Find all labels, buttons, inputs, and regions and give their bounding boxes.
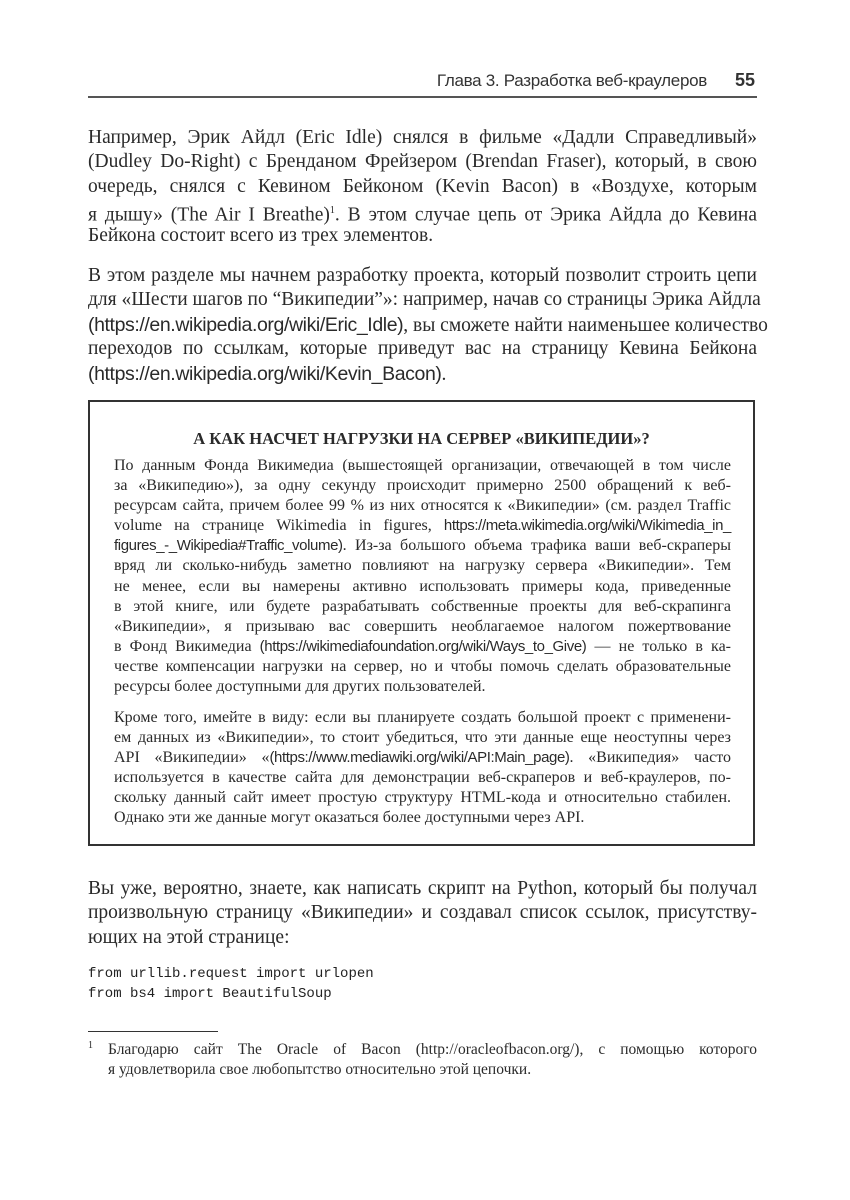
text-segment: — не только в ка- [586, 637, 731, 655]
paragraph [88, 877, 757, 950]
url-link: (https://www.mediawiki.org/wiki/API:Main_page) [269, 749, 570, 767]
text-segment: не менее, если вы намерены активно использовать примеры кода, приведенные [114, 577, 731, 595]
sidebar-title: А КАК НАСЧЕТ НАГРУЗКИ НА СЕРВЕР «ВИКИПЕДИИ»? [193, 429, 650, 448]
text-line [114, 516, 731, 536]
text-segment: в этой книге, или будете разрабатывать собственные проекты для веб-скрапинга [114, 597, 731, 615]
text-segment: переходов по ссылкам, которые приведут вас на страницу Кевина Бейкона [88, 338, 757, 360]
text-line [88, 224, 757, 248]
text-line [88, 926, 757, 950]
footnote [108, 1040, 757, 1080]
chapter-title: Глава 3. Разработка веб-краулеров [436, 71, 707, 90]
running-header [88, 68, 757, 98]
text-segment: Бейкона состоит всего из трех элементов. [88, 224, 434, 246]
text-line [114, 496, 731, 516]
text-line [114, 788, 731, 808]
code-line: from urllib.request import urlopen [88, 966, 374, 982]
text-line [114, 708, 731, 728]
code-line: from bs4 import BeautifulSoup [88, 986, 332, 1002]
text-segment: Вы уже, вероятно, знаете, как написать скрипт на Python, который бы получал [88, 878, 757, 899]
text-segment: ющих на этой странице: [88, 926, 290, 948]
text-segment: за «Википедию»), за одну секунду происходит примерно 2500 обращений к веб- [114, 477, 731, 495]
text-line [88, 126, 757, 150]
text-line [88, 362, 757, 386]
paragraph [88, 264, 768, 386]
text-segment: Благодарю сайт The Oracle of Bacon (http://oracleofbacon.org/), с помощью которого [108, 1041, 757, 1058]
text-segment: произвольную страницу «Википедии» и создавал список ссылок, присутству- [88, 902, 757, 924]
text-segment: volume на странице Wikimedia in figures, [114, 517, 444, 535]
url-link: (https://en.wikipedia.org/wiki/Eric_Idle) [88, 313, 404, 336]
text-segment: . [441, 363, 447, 385]
sidebar-paragraph [114, 708, 731, 829]
text-segment: скольку данный сайт имеет простую структуру HTML-кода и относительно стабилен. [114, 789, 731, 807]
text-line [88, 313, 768, 337]
text-line [108, 1060, 757, 1080]
text-segment: в Фонд Викимедиа [114, 637, 260, 655]
url-link: (https://wikimediafoundation.org/wiki/Ways_to_Give) [259, 637, 587, 655]
text-segment: Кроме того, имейте в виду: если вы планируете создать большой проект с применени- [114, 709, 731, 726]
footnote-divider [88, 1031, 218, 1032]
text-line [88, 288, 761, 312]
text-line [88, 877, 757, 901]
text-segment: . «Википедия» часто [569, 749, 731, 767]
url-link: https://meta.wikimedia.org/wiki/Wikimedia_in_ [443, 517, 731, 535]
text-segment: API «Википедии» « [114, 749, 270, 767]
text-line [114, 476, 731, 496]
text-segment: Однако эти же данные могут оказаться более доступными через API. [114, 809, 585, 827]
url-link: (https://en.wikipedia.org/wiki/Kevin_Bacon) [88, 362, 442, 385]
text-segment: используется в качестве сайта для демонстрации веб-скраперов и веб-краулеров, по- [114, 769, 731, 787]
page-number: 55 [734, 70, 755, 90]
text-segment: По данным Фонда Викимедиа (вышестоящей организации, отвечающей в том числе [114, 457, 731, 474]
text-segment: . В этом случае цепь от Эрика Айдла до Кевина [334, 204, 757, 226]
text-line [114, 808, 731, 828]
text-segment: (Dudley Do-Right) с Бренданом Фрейзером (Brendan Fraser), который, в свою [88, 151, 757, 173]
text-line [114, 617, 731, 637]
text-line [114, 637, 731, 657]
text-segment: я удовлетворила свое любопытство относительно этой цепочки. [108, 1061, 532, 1078]
text-segment: очередь, снялся с Кевином Бейконом (Kevin Bacon) в «Воздухе, которым [88, 175, 757, 197]
text-segment: . Из-за большого объема трафика ваши веб-скраперы [342, 537, 731, 555]
text-line [114, 748, 731, 768]
text-line [114, 677, 731, 697]
text-segment: вряд ли сколько-нибудь заметно повлияют на нагрузку сервера «Википедии». Тем [114, 557, 731, 575]
paragraph [88, 126, 757, 248]
text-line [114, 536, 731, 556]
text-segment: ресурсам сайта, причем более 99 % из них относятся к «Википедии» (см. раздел Traffic [114, 497, 731, 515]
text-line [114, 768, 731, 788]
text-segment: ем данных из «Википедии», то стоит убедиться, что эти данные еще неоступны через [114, 729, 731, 747]
sidebar-paragraph [114, 456, 731, 697]
text-line [114, 577, 731, 597]
text-line [114, 597, 731, 617]
text-segment: честве компенсации нагрузки на сервер, но и чтобы помочь сделать образовательные [114, 657, 731, 675]
text-segment: я дышу» (The Air I Breathe) [88, 204, 330, 226]
footnote-marker: 1 [88, 1040, 93, 1051]
text-line [108, 1040, 757, 1060]
text-segment: , вы сможете найти наименьшее количество [403, 314, 768, 336]
text-segment: ресурсы более доступными для других пользователей. [114, 678, 486, 696]
text-line [88, 901, 757, 925]
text-segment: Например, Эрик Айдл (Eric Idle) снялся в фильме «Дадли Справедливый» [88, 127, 757, 148]
text-segment: «Википедии», я призываю вас совершить необлагаемое налогом пожертвование [114, 617, 731, 635]
text-line [88, 150, 757, 174]
url-link: figures_-_Wikipedia#Traffic_volume) [114, 537, 343, 555]
text-line [114, 456, 731, 476]
code-block [88, 964, 374, 1004]
text-line [88, 175, 757, 199]
sidebar-box [88, 400, 755, 846]
text-line [114, 728, 731, 748]
text-segment: В этом разделе мы начнем разработку проекта, который позволит строить цепи [88, 265, 757, 286]
footnote-reference: 1 [329, 205, 335, 217]
text-segment: для «Шести шагов по “Википедии”»: например, начав со страницы Эрика Айдла [88, 289, 761, 311]
text-line [114, 657, 731, 677]
text-line [88, 337, 757, 361]
text-line [88, 199, 757, 226]
text-line [88, 264, 757, 288]
text-line [114, 556, 731, 576]
